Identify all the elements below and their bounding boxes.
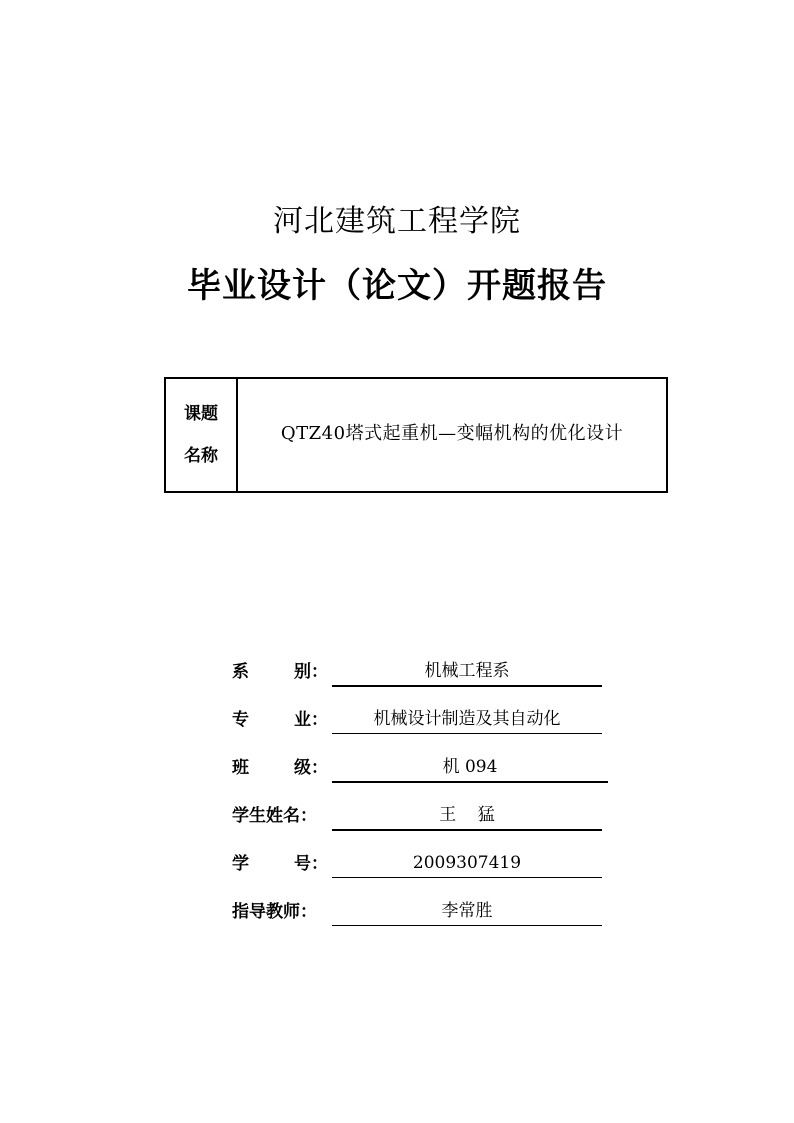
student-id-row [232,847,612,895]
department-value: 机械工程系 [332,659,602,687]
topic-label-line1: 课题 [184,404,218,424]
topic-value-cell: QTZ40塔式起重机—变幅机构的优化设计 [280,423,624,444]
school-name: 河北建筑工程学院 [273,204,521,239]
advisor-label: 指导教师： [232,902,317,922]
advisor-row [232,895,612,943]
topic-label-line2: 名称 [184,446,218,466]
major-row [232,703,612,751]
major-label: 专 业： [232,710,328,730]
department-row [232,655,612,703]
advisor-value: 李常胜 [332,899,602,926]
topic-label-cell [166,379,238,491]
department-label: 系 别： [232,662,328,682]
report-title: 毕业设计（论文）开题报告 [187,266,607,306]
student-name-label: 学生姓名： [232,806,317,826]
major-value: 机械设计制造及其自动化 [332,707,602,734]
topic-table [164,377,668,493]
class-value: 机 094 [332,755,608,783]
student-name-row [232,799,612,847]
student-id-label: 学 号： [232,854,328,874]
student-id-value: 2009307419 [332,851,602,878]
class-row [232,751,612,799]
class-label: 班 级： [232,758,328,778]
student-info [232,655,612,943]
student-name-value: 王 猛 [332,803,602,831]
